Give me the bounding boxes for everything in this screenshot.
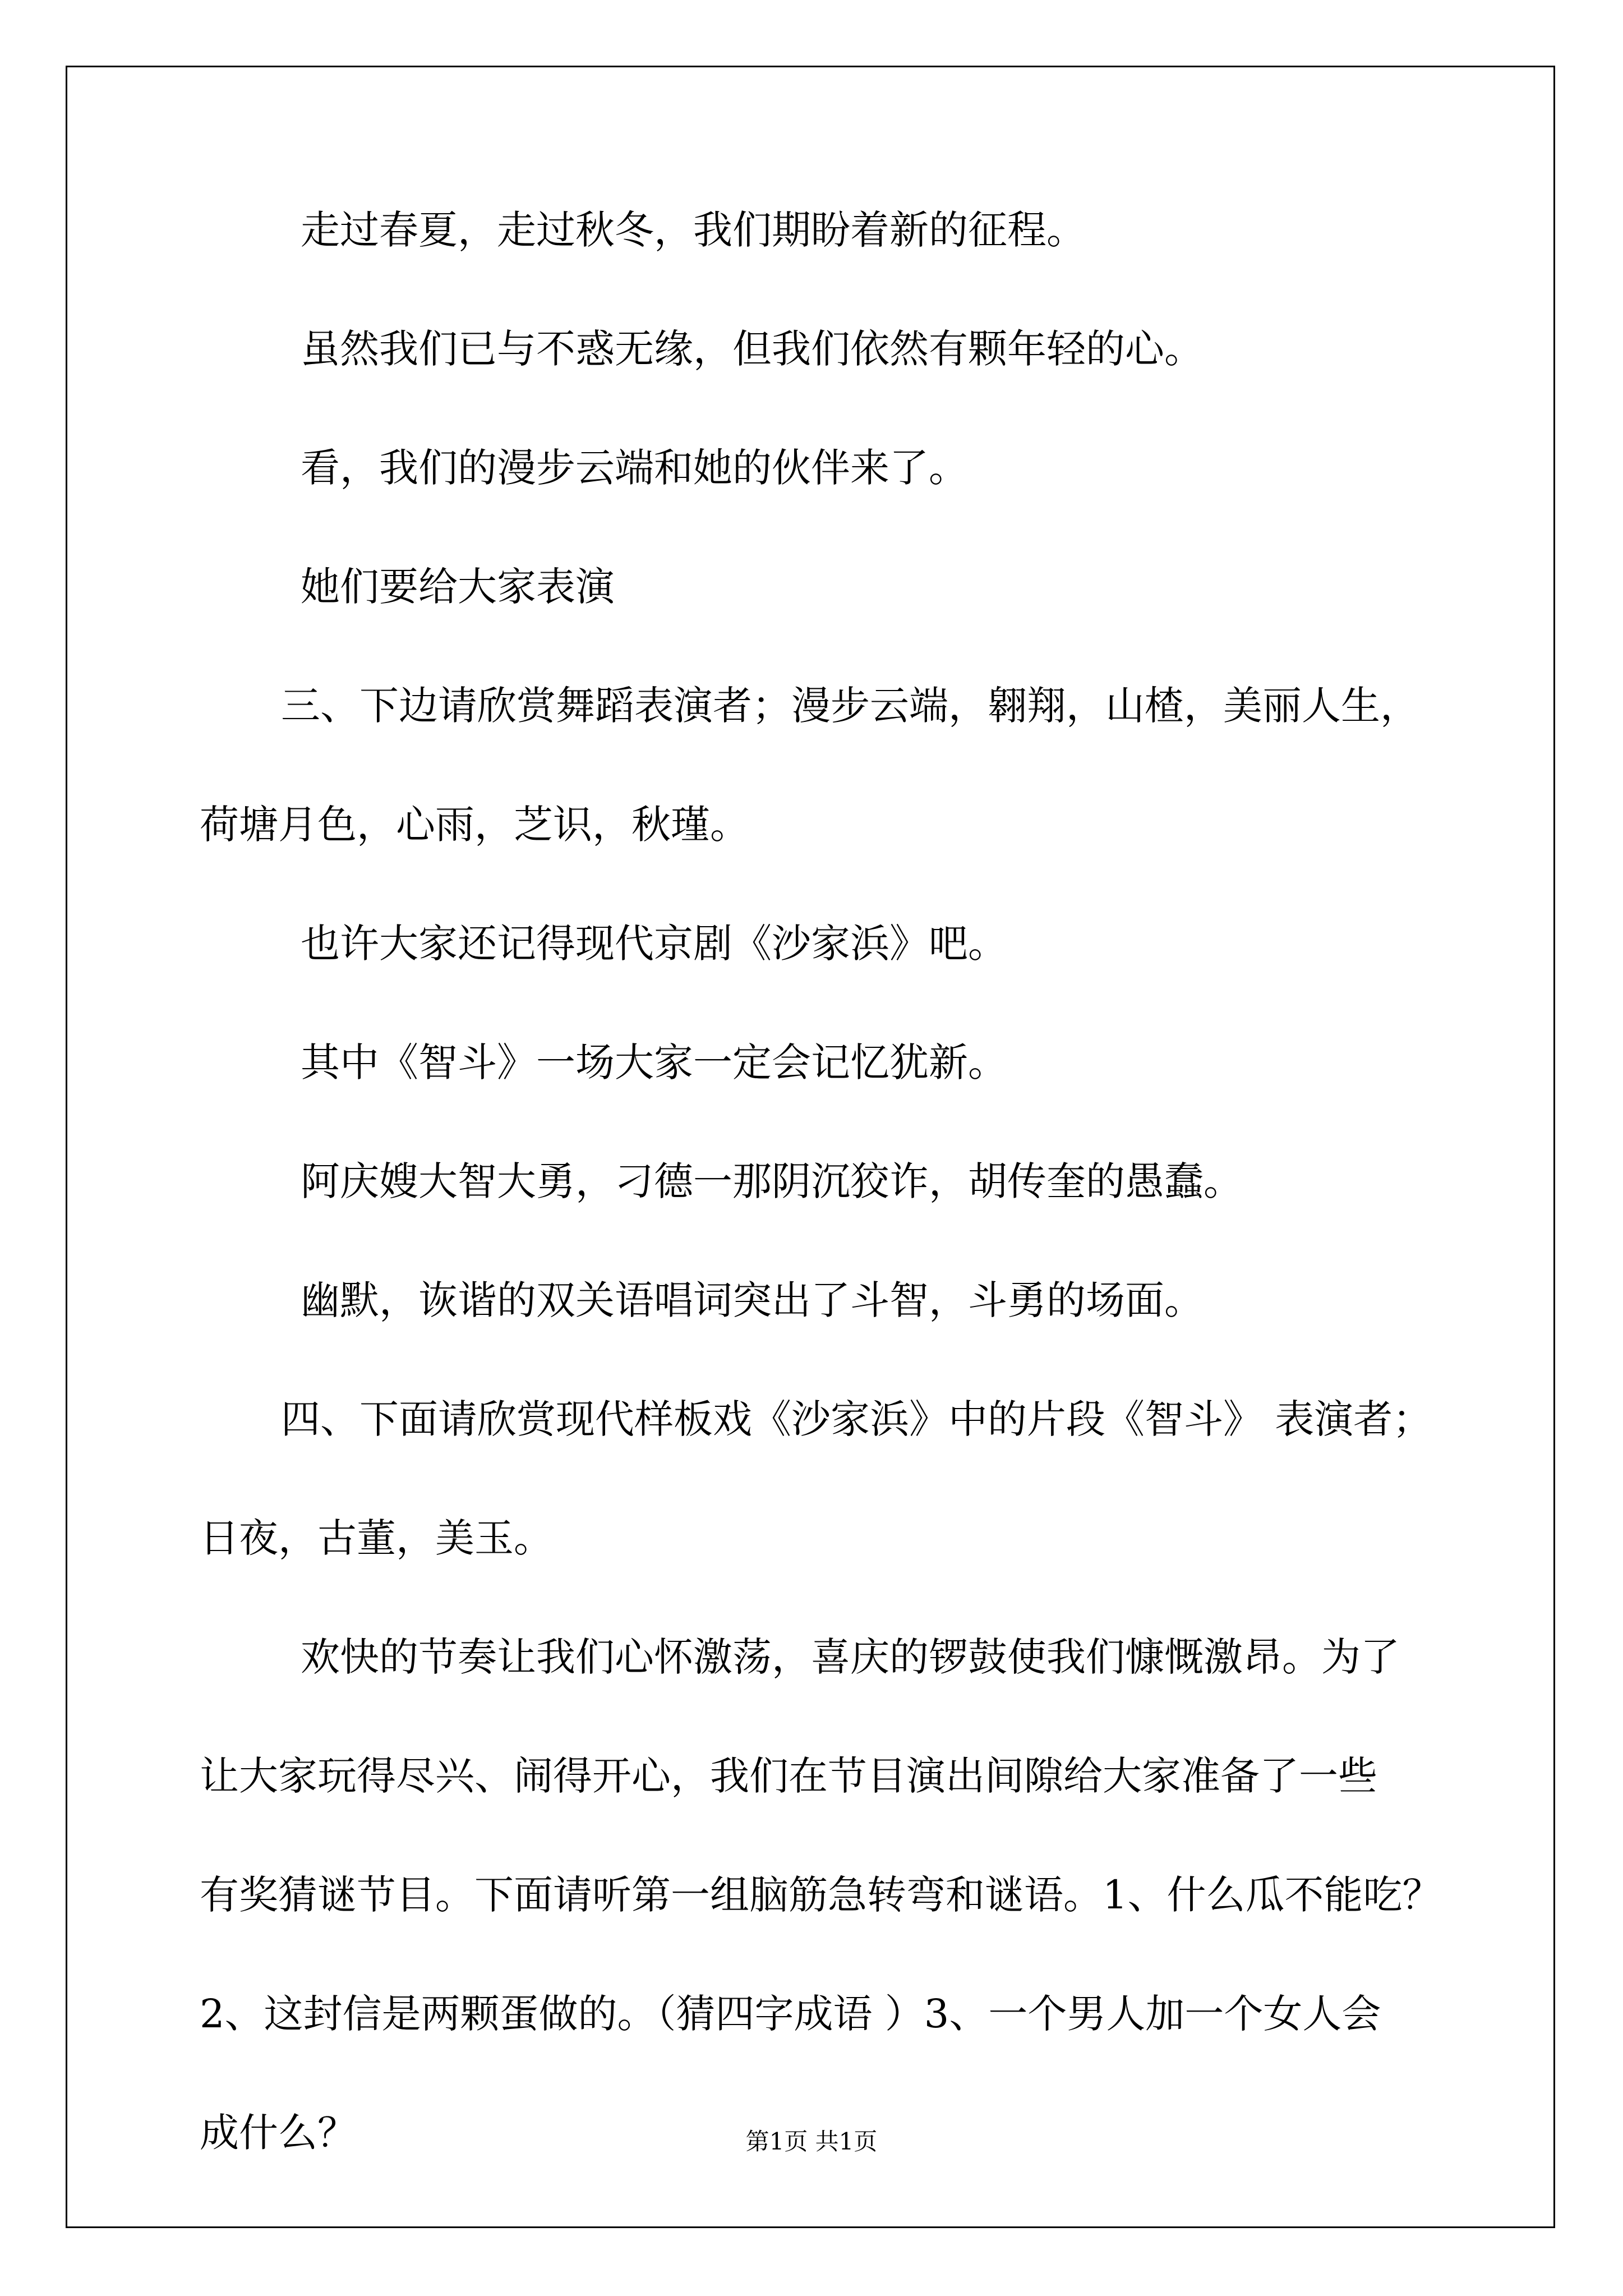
paragraph-line-8: 其中《智斗》一场大家一定会记忆犹新。 (301, 1039, 1007, 1085)
paragraph-line-17: 成什么？ (200, 2110, 357, 2156)
paragraph-line-13: 欢快的节奏让我们心怀激荡，喜庆的锣鼓使我们慷慨激昂。为了 (301, 1634, 1400, 1680)
paragraph-line-2: 虽然我们已与不惑无缘，但我们依然有颗年轻的心。 (301, 326, 1204, 372)
paragraph-line-3: 看，我们的漫步云端和她的伙伴来了。 (301, 445, 968, 491)
page-footer: 第1页 共1页 (745, 2128, 878, 2155)
paragraph-line-11: 四、下面请欣赏现代样板戏《沙家浜》中的片段《智斗》 表演者； (281, 1396, 1432, 1442)
paragraph-line-6: 荷塘月色，心雨，芝识，秋瑾。 (200, 802, 749, 848)
paragraph-line-12: 日夜，古董，美玉。 (200, 1515, 553, 1561)
paragraph-line-4: 她们要给大家表演 (301, 564, 615, 610)
paragraph-line-14: 让大家玩得尽兴、闹得开心，我们在节目演出间隙给大家准备了一些 (200, 1753, 1377, 1799)
paragraph-line-15: 有奖猜谜节目。下面请听第一组脑筋急转弯和谜语。1、什么瓜不能吃？ (200, 1872, 1442, 1918)
paragraph-line-9: 阿庆嫂大智大勇，刁德一那阴沉狡诈，胡传奎的愚蠢。 (301, 1158, 1243, 1204)
paragraph-line-5: 三、下边请欣赏舞蹈表演者；漫步云端，翱翔，山楂，美丽人生， (281, 683, 1419, 729)
paragraph-line-10: 幽默，诙谐的双关语唱词突出了斗智，斗勇的场面。 (301, 1277, 1204, 1323)
paragraph-line-1: 走过春夏，走过秋冬，我们期盼着新的征程。 (301, 207, 1086, 253)
paragraph-line-7: 也许大家还记得现代京剧《沙家浜》吧。 (301, 921, 1007, 967)
paragraph-line-16: 2、这封信是两颗蛋做的。（猜四字成语 ）3、一个男人加一个女人会 (200, 1991, 1381, 2037)
